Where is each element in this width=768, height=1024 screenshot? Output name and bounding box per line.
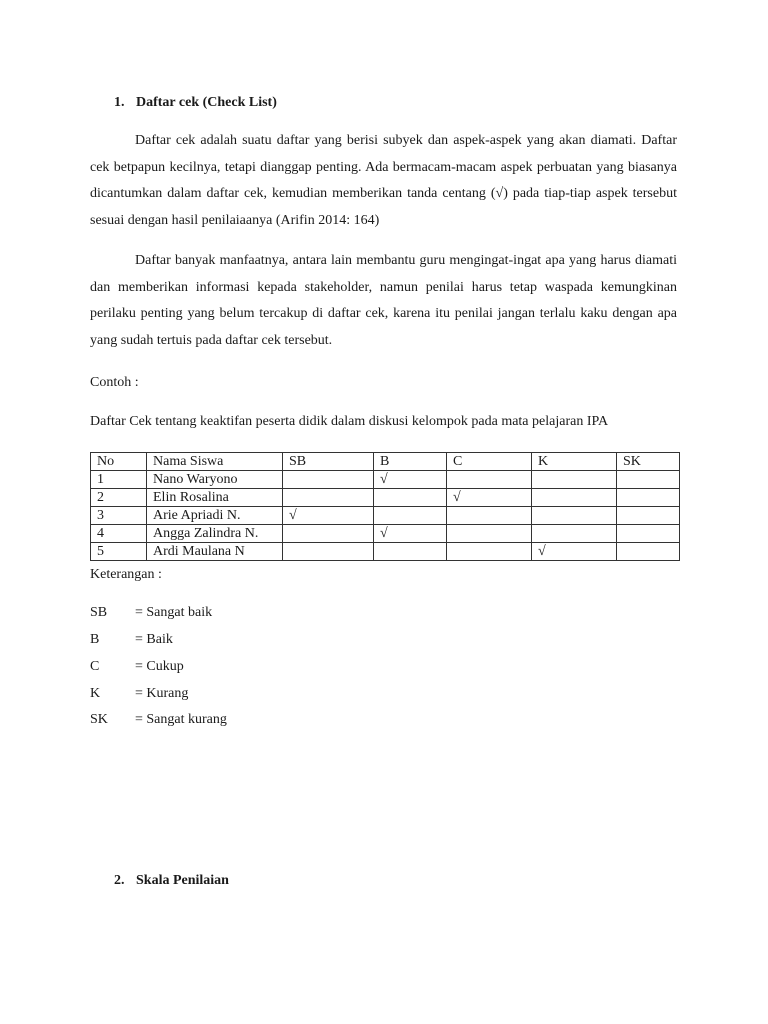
cell-b: √ xyxy=(374,525,447,543)
contoh-label: Contoh : xyxy=(90,375,139,390)
section-2-heading xyxy=(114,872,229,890)
cell-k xyxy=(532,489,617,507)
legend-item xyxy=(90,711,227,729)
legend-item xyxy=(90,685,188,703)
header-sb: SB xyxy=(283,453,374,471)
cell-k xyxy=(532,525,617,543)
cell-nama: Elin Rosalina xyxy=(147,489,283,507)
checklist-table xyxy=(90,452,680,561)
cell-no: 2 xyxy=(91,489,147,507)
cell-sk xyxy=(617,489,680,507)
legend-desc: = Kurang xyxy=(135,686,189,701)
cell-sb xyxy=(283,489,374,507)
table-header-row xyxy=(91,453,680,471)
section-2-number: 2. xyxy=(114,873,125,888)
table-caption: Daftar Cek tentang keaktifan peserta didik dalam diskusi kelompok pada mata pelajaran IPA xyxy=(90,414,609,429)
legend-code: K xyxy=(90,686,101,701)
section-1-heading xyxy=(114,94,277,112)
cell-b xyxy=(374,543,447,561)
cell-sk xyxy=(617,525,680,543)
legend-desc: = Sangat kurang xyxy=(135,712,227,727)
cell-nama: Ardi Maulana N xyxy=(147,543,283,561)
cell-c xyxy=(447,507,532,525)
header-c: C xyxy=(447,453,532,471)
cell-sk xyxy=(617,543,680,561)
legend-desc: = Baik xyxy=(135,632,173,647)
cell-b: √ xyxy=(374,471,447,489)
cell-sk xyxy=(617,507,680,525)
cell-no: 1 xyxy=(91,471,147,489)
header-b: B xyxy=(374,453,447,471)
section-2-title: Skala Penilaian xyxy=(136,873,229,888)
section-1-number: 1. xyxy=(114,95,125,110)
legend-desc: = Sangat baik xyxy=(135,605,213,620)
legend-code: SK xyxy=(90,712,108,727)
header-sk: SK xyxy=(617,453,680,471)
section-1-title: Daftar cek (Check List) xyxy=(136,95,277,110)
cell-sb xyxy=(283,543,374,561)
cell-c xyxy=(447,543,532,561)
cell-k xyxy=(532,507,617,525)
cell-c xyxy=(447,471,532,489)
cell-b xyxy=(374,489,447,507)
legend-code: SB xyxy=(90,605,108,620)
cell-nama: Nano Waryono xyxy=(147,471,283,489)
cell-b xyxy=(374,507,447,525)
cell-sb xyxy=(283,471,374,489)
cell-k: √ xyxy=(532,543,617,561)
legend-item xyxy=(90,658,184,676)
legend-code: C xyxy=(90,659,100,674)
paragraph-1: Daftar cek adalah suatu daftar yang berisi subyek dan aspek-aspek yang akan diamati. Daftar cek betpapun kecilnya, tetapi dianggap penting. Ada bermacam-macam aspek perbuatan yang biasanya dicantumkan dalam daftar cek, kemudian memberikan tanda centang (√) pada tiap-tiap aspek tersebut sesuai dengan hasil penilaiaanya (Arifin 2014: 164) xyxy=(90,133,677,229)
legend-code: B xyxy=(90,632,100,647)
cell-no: 3 xyxy=(91,507,147,525)
cell-sb xyxy=(283,525,374,543)
paragraph-2: Daftar banyak manfaatnya, antara lain membantu guru mengingat-ingat apa yang harus diamati dan memberikan informasi kepada stakeholder, namun penilai harus tetap waspada kemungkinan perilaku penting yang belum tercakup di daftar cek, karena itu penilai jangan terlalu kaku dengan apa yang sudah tertuis pada daftar cek tersebut. xyxy=(90,253,677,349)
header-k: K xyxy=(532,453,617,471)
cell-sk xyxy=(617,471,680,489)
header-no: No xyxy=(91,453,147,471)
cell-nama: Arie Apriadi N. xyxy=(147,507,283,525)
table-row xyxy=(91,471,680,489)
header-nama-siswa: Nama Siswa xyxy=(147,453,283,471)
table-row xyxy=(91,507,680,525)
cell-no: 5 xyxy=(91,543,147,561)
cell-sb: √ xyxy=(283,507,374,525)
cell-k xyxy=(532,471,617,489)
table-row xyxy=(91,489,680,507)
legend-item xyxy=(90,631,173,649)
keterangan-label: Keterangan : xyxy=(90,567,162,582)
cell-no: 4 xyxy=(91,525,147,543)
legend-item xyxy=(90,604,212,622)
cell-c: √ xyxy=(447,489,532,507)
cell-nama: Angga Zalindra N. xyxy=(147,525,283,543)
cell-c xyxy=(447,525,532,543)
table-row xyxy=(91,525,680,543)
legend-desc: = Cukup xyxy=(135,659,184,674)
table-row xyxy=(91,543,680,561)
